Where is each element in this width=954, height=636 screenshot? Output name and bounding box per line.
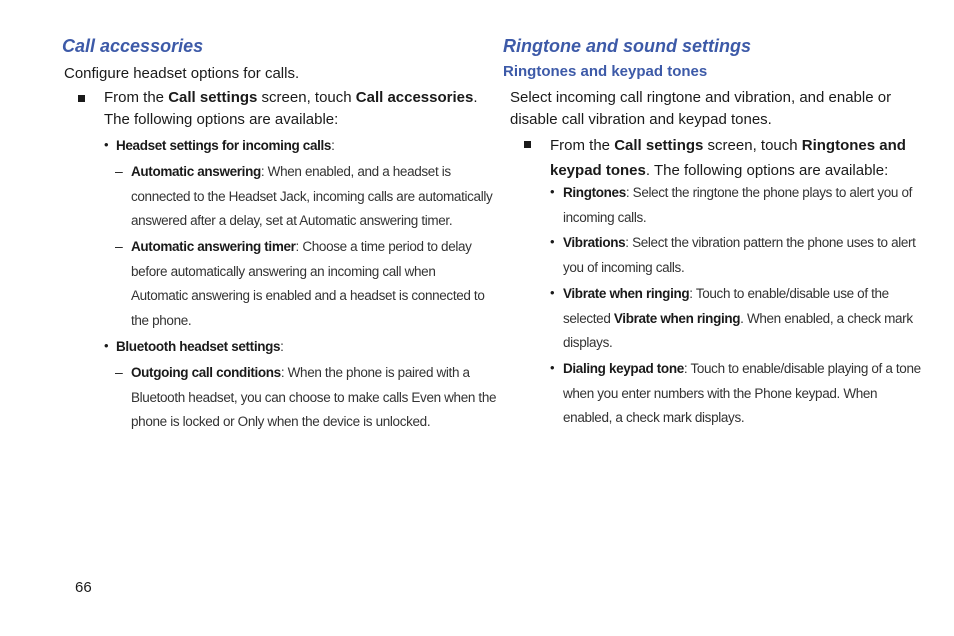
bullet-icon: • <box>104 338 109 353</box>
page-number: 66 <box>75 579 92 596</box>
bullet-icon: • <box>104 137 109 152</box>
headset-settings-item: Headset settings for incoming calls: <box>116 138 335 153</box>
dash-icon: – <box>115 238 123 254</box>
ringtones-item: Ringtones: Select the ringtone the phone plays to alert you of incoming calls. <box>563 185 913 225</box>
section-heading-call-accessories: Call accessories <box>62 36 204 56</box>
subheading-ringtones-keypad: Ringtones and keypad tones <box>503 63 708 80</box>
dialing-keypad-tone-item: Dialing keypad tone: Touch to enable/disable playing of a tone when you enter numbers with the Phone keypad. When enabled, a check mark displays. <box>563 361 921 425</box>
vibrate-when-ringing-item: Vibrate when ringing: Touch to enable/disable use of the selected Vibrate when ringing. When enabled, a check mark displays. <box>563 286 913 350</box>
bullet-icon: • <box>550 285 555 300</box>
call-accessories-intro: Configure headset options for calls. <box>64 65 300 82</box>
bullet-icon: • <box>550 360 555 375</box>
outgoing-call-conditions-item: Outgoing call conditions: When the phone is paired with a Bluetooth headset, you can choose to make calls Even when the phone is locked or Only when the device is unlocked. <box>131 365 497 429</box>
bullet-icon: • <box>550 184 555 199</box>
bluetooth-headset-settings-item: Bluetooth headset settings: <box>116 339 284 354</box>
square-bullet-icon <box>78 95 85 102</box>
bullet-icon: • <box>550 234 555 249</box>
ringtones-intro: Select incoming call ringtone and vibration, and enable or disable call vibration and keypad tones. <box>510 89 892 128</box>
section-heading-ringtone-sound: Ringtone and sound settings <box>503 36 751 56</box>
square-bullet-icon <box>524 141 531 148</box>
automatic-answering-item: Automatic answering: When enabled, and a headset is connected to the Headset Jack, incoming calls are automatically answered after a delay, set at Automatic answering timer. <box>131 164 493 228</box>
automatic-answering-timer-item: Automatic answering timer: Choose a time period to delay before automatically answering an incoming call when Automatic answering is enabled and a headset is connected to the phone. <box>131 239 485 328</box>
dash-icon: – <box>115 364 123 380</box>
vibrations-item: Vibrations: Select the vibration pattern the phone uses to alert you of incoming calls. <box>563 235 916 275</box>
dash-icon: – <box>115 163 123 179</box>
ringtones-step: From the Call settings screen, touch Ringtones and keypad tones. The following options are available: <box>550 137 906 179</box>
call-accessories-step: From the Call settings screen, touch Call accessories. The following options are available: <box>104 89 478 128</box>
